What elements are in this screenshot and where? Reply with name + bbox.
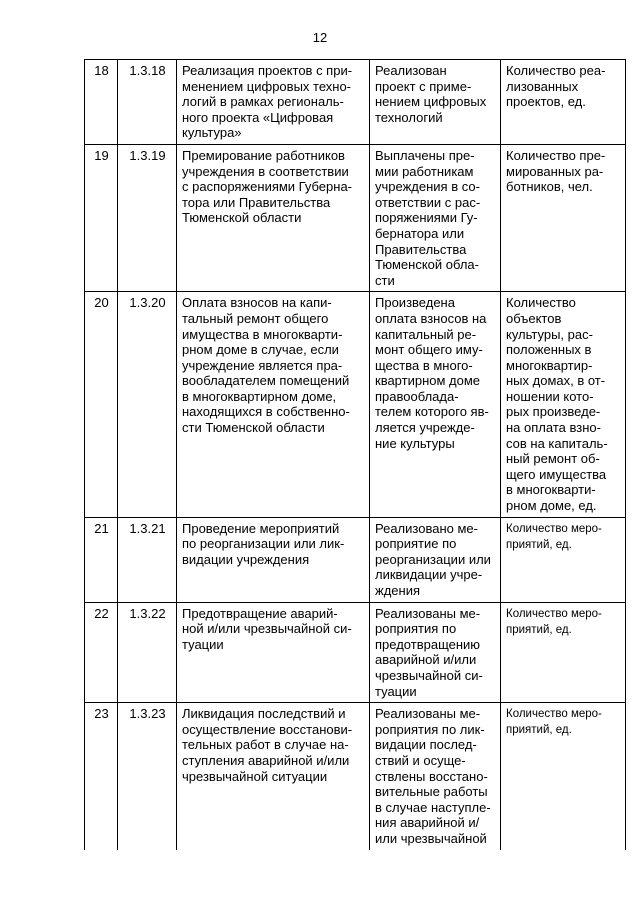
activity-name: Премирование работников учреждения в соответствии с распоряжениями Губерна- тора или Правительства Тюменской области <box>177 144 370 291</box>
activity-indicator: Количество меро- приятий, ед. <box>501 602 626 703</box>
activity-name: Проведение мероприятий по реорганизации или лик- видации учреждения <box>177 517 370 602</box>
table-row <box>85 144 626 291</box>
activity-name: Реализация проектов с при- менением цифровых техно- логий в рамках региональ- ного проекта «Цифровая культура» <box>177 60 370 145</box>
activity-indicator: Количество объектов культуры, рас- положенных в многоквартир- ных домах, в от- ношении кото- рых произведе- на оплата взно- сов на капиталь- ный ремонт об- щего имущества в многокварти- рном доме, ед. <box>501 292 626 517</box>
row-number: 18 <box>85 60 118 145</box>
activity-code: 1.3.22 <box>118 602 177 703</box>
activity-indicator: Количество реа- лизованных проектов, ед. <box>501 60 626 145</box>
activity-code: 1.3.20 <box>118 292 177 517</box>
activity-name: Предотвращение аварий- ной и/или чрезвычайной си- туации <box>177 602 370 703</box>
activity-result: Выплачены пре- мии работникам учреждения в со- ответствии с рас- поряжениями Гу- бернатора или Правительства Тюменской обла- сти <box>370 144 501 291</box>
activity-code: 1.3.21 <box>118 517 177 602</box>
row-number: 23 <box>85 703 118 850</box>
activity-name: Оплата взносов на капи- тальный ремонт общего имущества в многокварти- рном доме в случае, если учреждение является пра- вообладателем помещений в многоквартирном доме, находящихся в собственно- сти Тюменской области <box>177 292 370 517</box>
activity-result: Реализованы ме- роприятия по предотвращению аварийной и/или чрезвычайной си- туации <box>370 602 501 703</box>
activity-name: Ликвидация последствий и осуществление восстанови- тельных работ в случае на- ступления аварийной и/или чрезвычайной ситуации <box>177 703 370 850</box>
activity-code: 1.3.19 <box>118 144 177 291</box>
row-number: 21 <box>85 517 118 602</box>
activity-code: 1.3.23 <box>118 703 177 850</box>
activity-result: Реализовано ме- роприятие по реорганизации или ликвидации учре- ждения <box>370 517 501 602</box>
activity-indicator: Количество пре- мированных ра- ботников, чел. <box>501 144 626 291</box>
table-row <box>85 602 626 703</box>
table-row <box>85 703 626 850</box>
page-number: 12 <box>312 30 328 45</box>
table-row <box>85 60 626 145</box>
table-row <box>85 292 626 517</box>
activity-result: Реализованы ме- роприятия по лик- видации послед- ствий и осуще- ствлены восстано- вительные работы в случае наступле- ния аварийной и/ или чрезвычайной <box>370 703 501 850</box>
activity-code: 1.3.18 <box>118 60 177 145</box>
table-row <box>85 517 626 602</box>
row-number: 20 <box>85 292 118 517</box>
activity-indicator: Количество меро- приятий, ед. <box>501 703 626 850</box>
row-number: 19 <box>85 144 118 291</box>
activity-result: Произведена оплата взносов на капитальный ре- монт общего иму- щества в много- квартирном доме правообладa- телем которого яв- ляется учрежде- ние культуры <box>370 292 501 517</box>
activity-result: Реализован проект с приме- нением цифровых технологий <box>370 60 501 145</box>
activity-indicator: Количество меро- приятий, ед. <box>501 517 626 602</box>
activities-table <box>84 59 626 850</box>
row-number: 22 <box>85 602 118 703</box>
